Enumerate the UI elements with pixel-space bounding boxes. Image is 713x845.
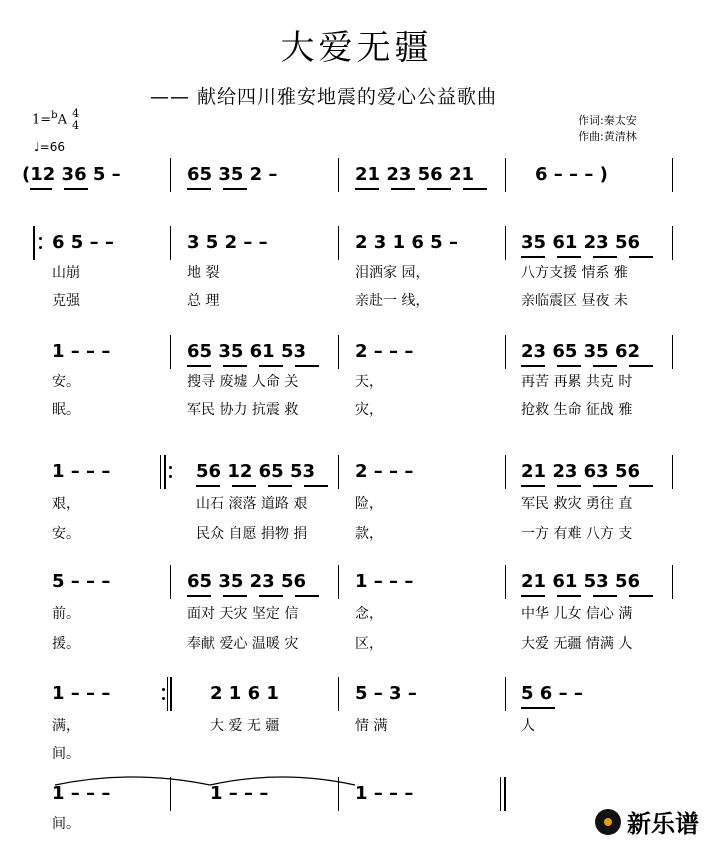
bar-line <box>338 565 339 599</box>
measure: (12 36 5 – <box>22 164 121 185</box>
meter-top: 4 <box>72 107 80 120</box>
measure: 21 61 53 56 <box>521 571 640 592</box>
bar-line <box>338 226 339 260</box>
underline <box>232 485 256 487</box>
bar-line <box>505 455 506 489</box>
measure: 5 – – – <box>52 571 111 592</box>
underline <box>187 365 211 367</box>
underline <box>463 188 487 190</box>
underline <box>259 365 283 367</box>
lyric: 再苦 再累 共克 时 <box>521 374 633 390</box>
measure: 1 – – – <box>52 783 111 804</box>
measure: 65 35 2 – <box>187 164 278 185</box>
meter-bottom: 4 <box>72 119 80 132</box>
lyric: 情 满 <box>355 718 388 734</box>
bar-line <box>672 565 673 599</box>
lyric: 款， <box>355 526 383 542</box>
key-note: A <box>57 112 67 128</box>
lyric: 念， <box>355 606 383 622</box>
underline <box>30 188 52 190</box>
underline <box>355 188 379 190</box>
underline <box>593 595 617 597</box>
measure: 1 – – – <box>52 341 111 362</box>
lyric: 满， <box>52 718 80 734</box>
lyric: 险， <box>355 496 383 512</box>
score-row-2 <box>0 226 713 316</box>
tempo-value: =66 <box>39 140 65 154</box>
bar-line <box>338 455 339 489</box>
lyric: 泪洒家 园， <box>355 265 430 281</box>
underline <box>521 485 545 487</box>
key-signature <box>32 108 79 132</box>
underline <box>629 256 653 258</box>
bar-line <box>170 226 171 260</box>
measure: 65 35 61 53 <box>187 341 306 362</box>
underline <box>187 595 211 597</box>
repeat-dot <box>39 237 42 240</box>
song-subtitle: —— 献给四川雅安地震的爱心公益歌曲 <box>150 86 498 108</box>
lyric: 山石 滚落 道路 艰 <box>196 496 308 512</box>
underline <box>557 365 581 367</box>
repeat-dot <box>162 688 165 691</box>
underline <box>259 595 283 597</box>
bar-line <box>505 158 506 192</box>
score-row-4 <box>0 455 713 545</box>
repeat-bar <box>170 677 172 711</box>
lyric: 军民 救灾 勇往 直 <box>521 496 633 512</box>
bar-line <box>505 565 506 599</box>
measure: 65 35 23 56 <box>187 571 306 592</box>
lyric: 面对 天灾 坚定 信 <box>187 606 299 622</box>
key-flat: b <box>51 110 58 122</box>
lyric: 安。 <box>52 526 80 542</box>
bar-line <box>672 158 673 192</box>
score-row-5 <box>0 565 713 655</box>
measure: 23 65 35 62 <box>521 341 640 362</box>
measure: 2 – – – <box>355 341 414 362</box>
measure: 1 – – – <box>355 571 414 592</box>
bar-line <box>338 158 339 192</box>
measure: 3 5 2 – – <box>187 232 268 253</box>
underline <box>268 485 292 487</box>
underline <box>557 485 581 487</box>
underline <box>557 256 581 258</box>
underline <box>295 595 319 597</box>
underline <box>593 365 617 367</box>
underline <box>223 188 247 190</box>
lyric: 山崩 <box>52 265 80 281</box>
underline <box>295 365 319 367</box>
lyric: 大 爱 无 疆 <box>210 718 280 734</box>
measure: 35 61 23 56 <box>521 232 640 253</box>
site-logo <box>595 804 699 839</box>
underline <box>629 365 653 367</box>
bar-line <box>505 677 506 711</box>
repeat-dot <box>39 246 42 249</box>
score-row-6 <box>0 677 713 767</box>
measure: 1 – – – <box>210 783 269 804</box>
underline <box>593 485 617 487</box>
repeat-bar <box>33 226 35 260</box>
bar-line <box>505 226 506 260</box>
score-row-3 <box>0 335 713 425</box>
measure: 5 – 3 – <box>355 683 417 704</box>
measure: 1 – – – <box>52 683 111 704</box>
bar-line <box>170 777 171 811</box>
measure: 56 12 65 53 <box>196 461 315 482</box>
lyric: 奉献 爱心 温暖 灾 <box>187 636 299 652</box>
bar-line <box>505 335 506 369</box>
lyric: 抢救 生命 征战 雅 <box>521 402 633 418</box>
underline <box>64 188 88 190</box>
bar-line <box>672 455 673 489</box>
bar-line <box>500 777 501 811</box>
lyric: 援。 <box>52 636 80 652</box>
underline <box>521 595 545 597</box>
quarter-note-icon: ♩ <box>34 140 40 154</box>
lyric: 区， <box>355 636 383 652</box>
bar-line <box>170 158 171 192</box>
bar-line <box>338 777 339 811</box>
lyric: 八方支援 情系 雅 <box>521 265 628 281</box>
lyric: 军民 协力 抗震 救 <box>187 402 299 418</box>
lyric: 民众 自愿 捐物 捐 <box>196 526 308 542</box>
lyric: 前。 <box>52 606 80 622</box>
lyric: 艰， <box>52 496 80 512</box>
lyric: 总 理 <box>187 293 220 309</box>
underline <box>187 188 211 190</box>
underline <box>521 707 555 709</box>
final-bar <box>504 777 506 811</box>
lyric: 眠。 <box>52 402 80 418</box>
music-disc-icon <box>595 809 621 835</box>
repeat-dot <box>169 475 172 478</box>
lyric: 间。 <box>52 816 80 832</box>
bar-line <box>170 335 171 369</box>
lyric: 亲赴一 线， <box>355 293 430 309</box>
measure: 2 3 1 6 5 – <box>355 232 458 253</box>
logo-text: 新乐谱 <box>627 810 699 838</box>
underline <box>427 188 451 190</box>
underline <box>391 188 415 190</box>
underline <box>521 365 545 367</box>
lyric: 大爱 无疆 情满 人 <box>521 636 633 652</box>
measure: 6 – – – ) <box>535 164 608 185</box>
lyric: 搜寻 废墟 人命 关 <box>187 374 299 390</box>
repeat-dot <box>169 466 172 469</box>
key-tonic: 1= <box>32 112 52 128</box>
lyric: 一方 有难 八方 支 <box>521 526 633 542</box>
lyric: 克强 <box>52 293 80 309</box>
bar-line <box>170 565 171 599</box>
bar-line <box>672 335 673 369</box>
repeat-bar <box>164 455 166 489</box>
lyric: 灾， <box>355 402 383 418</box>
bar-line <box>338 677 339 711</box>
tempo-marking <box>34 140 65 154</box>
repeat-dot <box>162 697 165 700</box>
underline <box>629 485 653 487</box>
lyricist-credit: 作词:秦太安 <box>578 114 637 127</box>
underline <box>304 485 328 487</box>
underline <box>629 595 653 597</box>
measure: 6 5 – – <box>52 232 114 253</box>
lyric: 亲临震区 昼夜 未 <box>521 293 628 309</box>
bar-line <box>338 335 339 369</box>
measure: 2 – – – <box>355 461 414 482</box>
underline <box>196 485 220 487</box>
song-title: 大爱无疆 <box>280 28 433 68</box>
score-row-1 <box>0 158 713 194</box>
measure: 5 6 – – <box>521 683 583 704</box>
underline <box>593 256 617 258</box>
underline <box>521 256 545 258</box>
lyric: 安。 <box>52 374 80 390</box>
lyric: 间。 <box>52 746 80 762</box>
measure: 2 1 6 1 <box>210 683 279 704</box>
lyric: 中华 儿女 信心 满 <box>521 606 633 622</box>
lyric: 天， <box>355 374 383 390</box>
bar-line <box>672 226 673 260</box>
underline <box>557 595 581 597</box>
lyric: 地 裂 <box>187 265 220 281</box>
bar-line <box>167 677 168 711</box>
underline <box>223 595 247 597</box>
underline <box>223 365 247 367</box>
composer-credit: 作曲:黄清林 <box>578 130 637 143</box>
measure: 1 – – – <box>355 783 414 804</box>
bar-line <box>160 455 161 489</box>
measure: 21 23 56 21 <box>355 164 474 185</box>
measure: 1 – – – <box>52 461 111 482</box>
lyric: 人 <box>521 718 535 734</box>
measure: 21 23 63 56 <box>521 461 640 482</box>
